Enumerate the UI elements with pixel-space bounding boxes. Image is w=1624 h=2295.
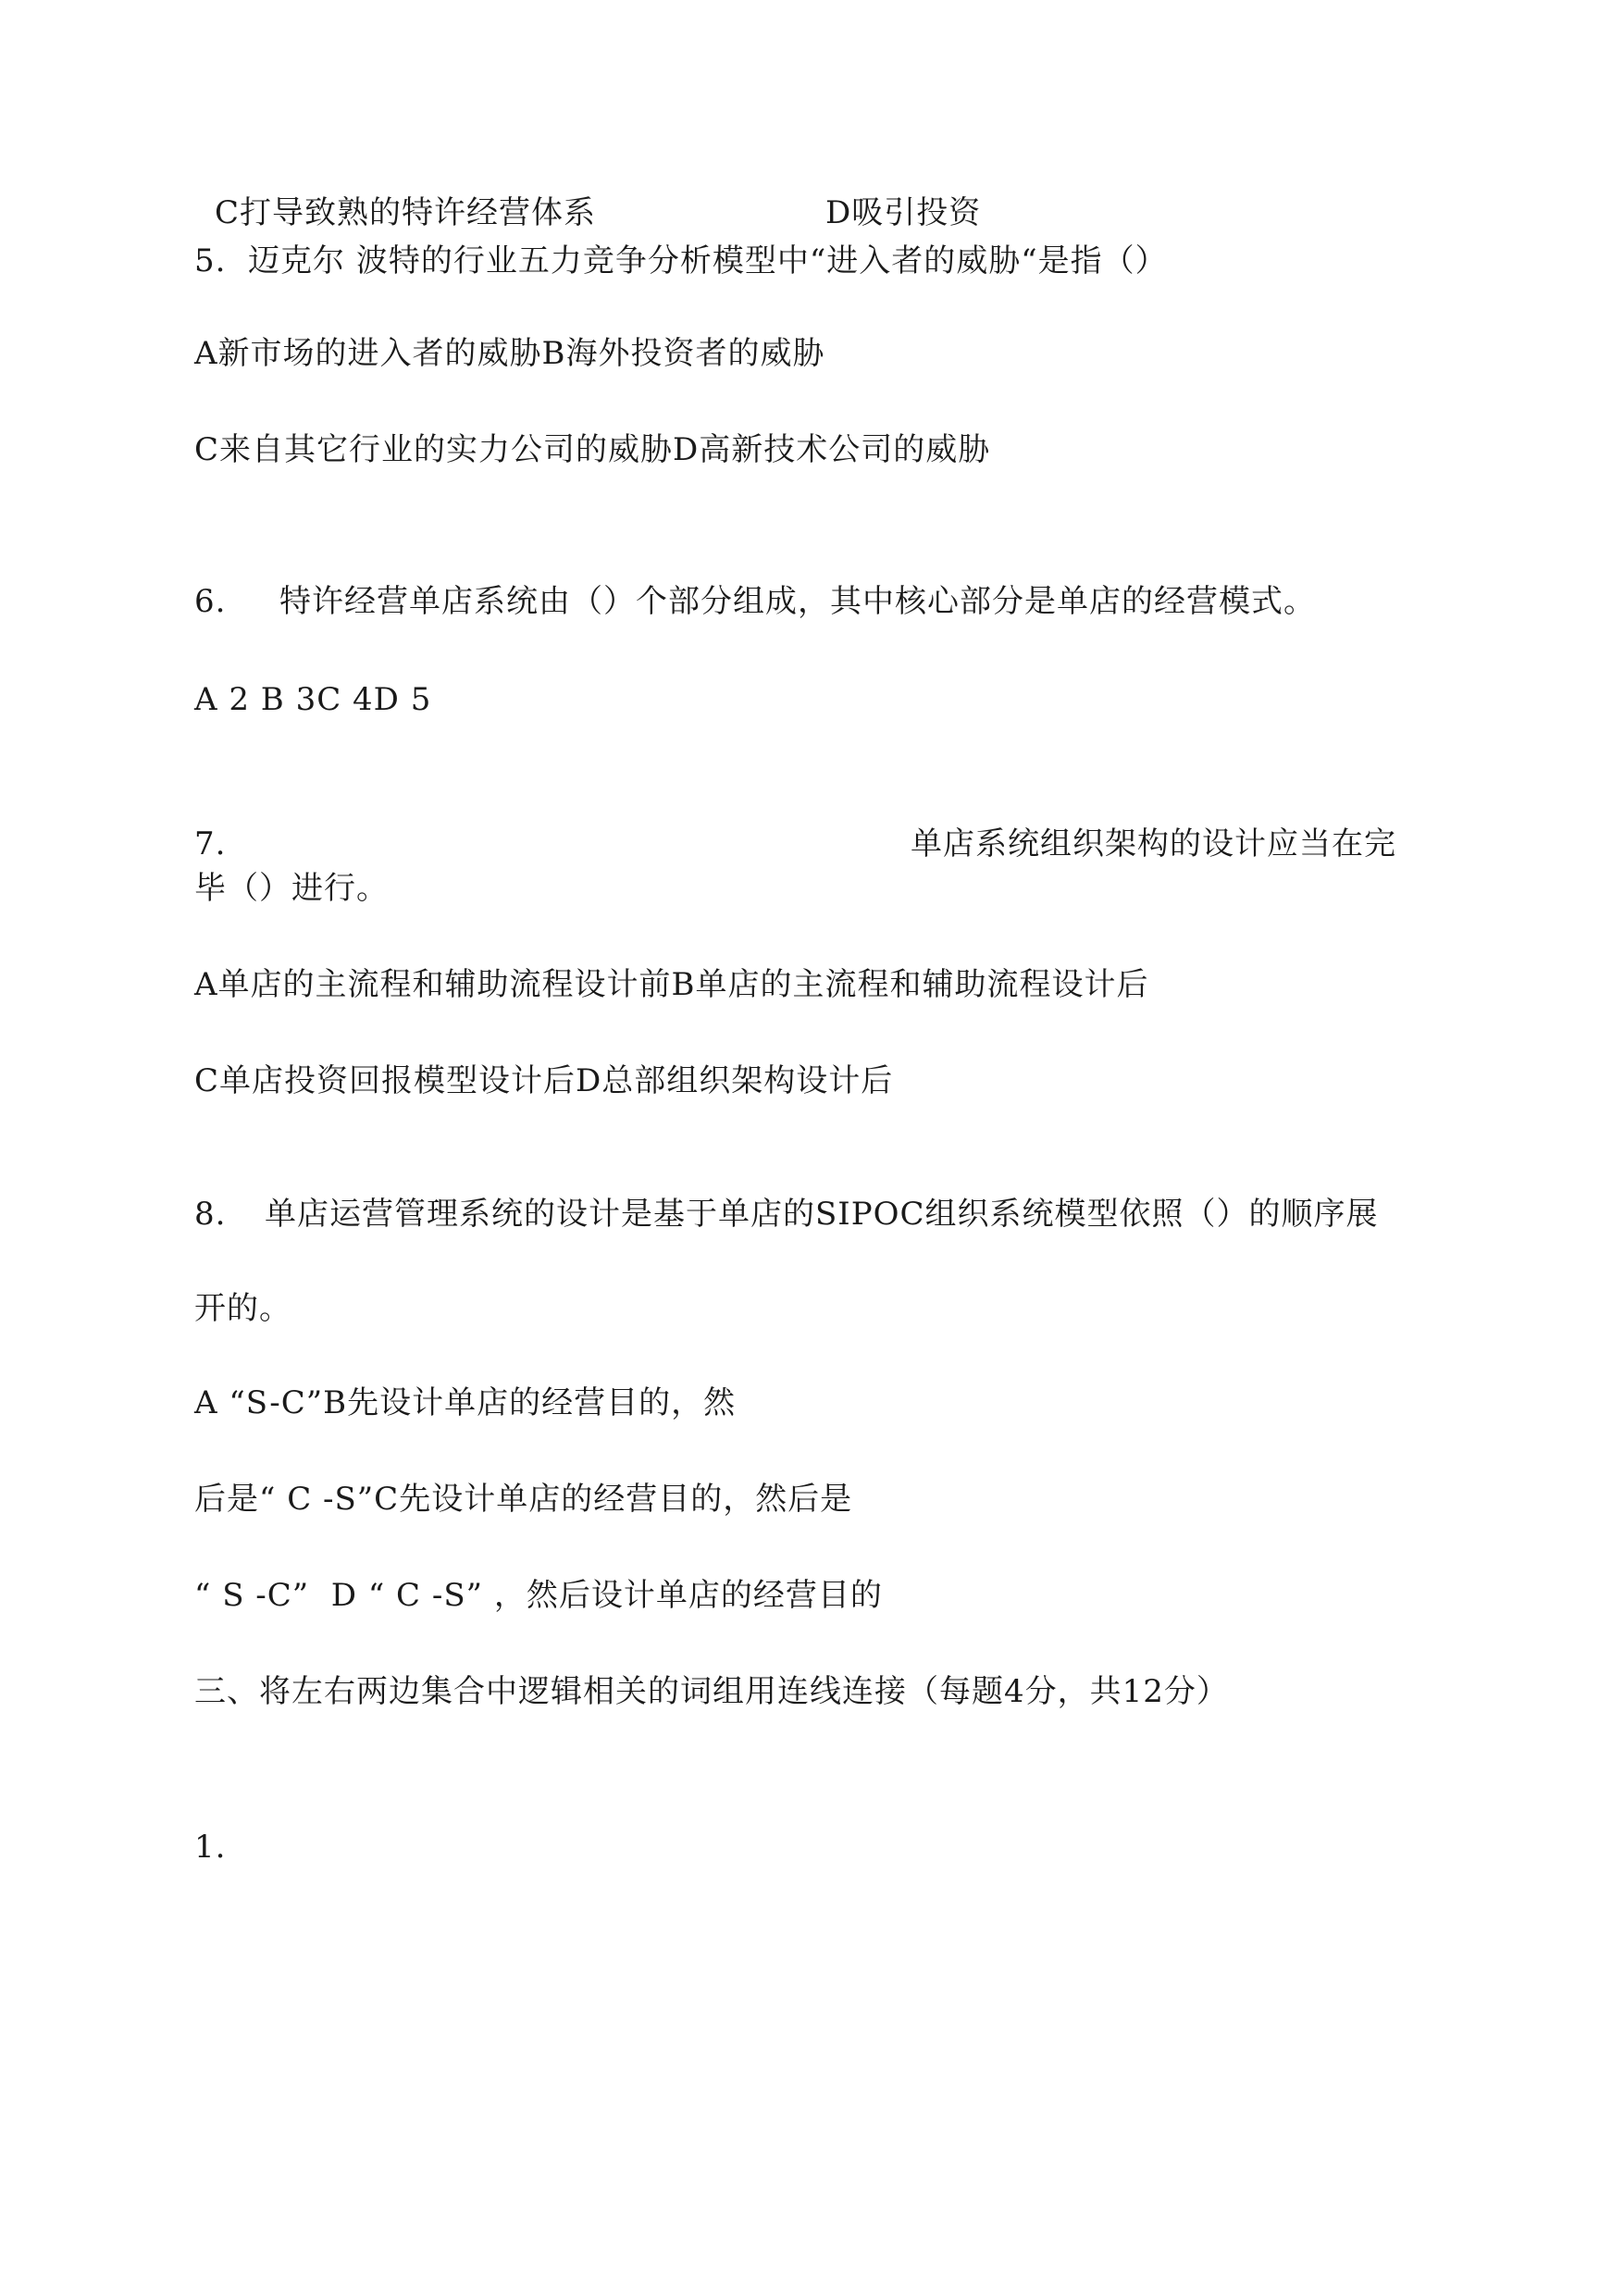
q7-number: 7.	[194, 825, 227, 862]
q8-stem-continued: 开的。	[194, 1290, 291, 1327]
q6-number: 6.	[194, 583, 227, 620]
q5-options-cd: C来自其它行业的实力公司的威胁D高新技术公司的威胁	[194, 431, 991, 468]
q7-stem-continued: 毕（）进行。	[194, 870, 389, 907]
q8-options-line-3: “ S -C” D “ C -S” ，然后设计单店的经营目的	[194, 1577, 883, 1614]
q4-option-d: D吸引投资	[825, 194, 982, 231]
q7-stem: 单店系统组织架构的设计应当在完	[911, 825, 1396, 862]
q6-options: A 2 B 3C 4D 5	[194, 681, 432, 718]
q4-option-c: C打导致熟的特许经营体系	[215, 194, 597, 231]
q8-options-line-2: 后是“ C -S”C先设计单店的经营目的，然后是	[194, 1481, 853, 1518]
q5-stem: 5. 迈克尔 波特的行业五力竞争分析模型中“进入者的威胁“是指（）	[194, 242, 1168, 279]
q5-options-ab: A新市场的进入者的威胁B海外投资者的威胁	[194, 335, 825, 372]
section-3-heading: 三、将左右两边集合中逻辑相关的词组用连线连接（每题4分，共12分）	[194, 1673, 1229, 1710]
section-3-item-1: 1.	[194, 1829, 227, 1866]
q8-stem: 单店运营管理系统的设计是基于单店的SIPOC组织系统模型依照（）的顺序展	[265, 1196, 1379, 1233]
q7-options-cd: C单店投资回报模型设计后D总部组织架构设计后	[194, 1062, 894, 1099]
q7-options-ab: A单店的主流程和辅助流程设计前B单店的主流程和辅助流程设计后	[194, 966, 1149, 1003]
q6-stem: 特许经营单店系统由（）个部分组成，其中核心部分是单店的经营模式。	[279, 583, 1316, 620]
q8-options-line-1: A “S-C”B先设计单店的经营目的，然	[194, 1384, 737, 1421]
q8-number: 8.	[194, 1196, 227, 1233]
